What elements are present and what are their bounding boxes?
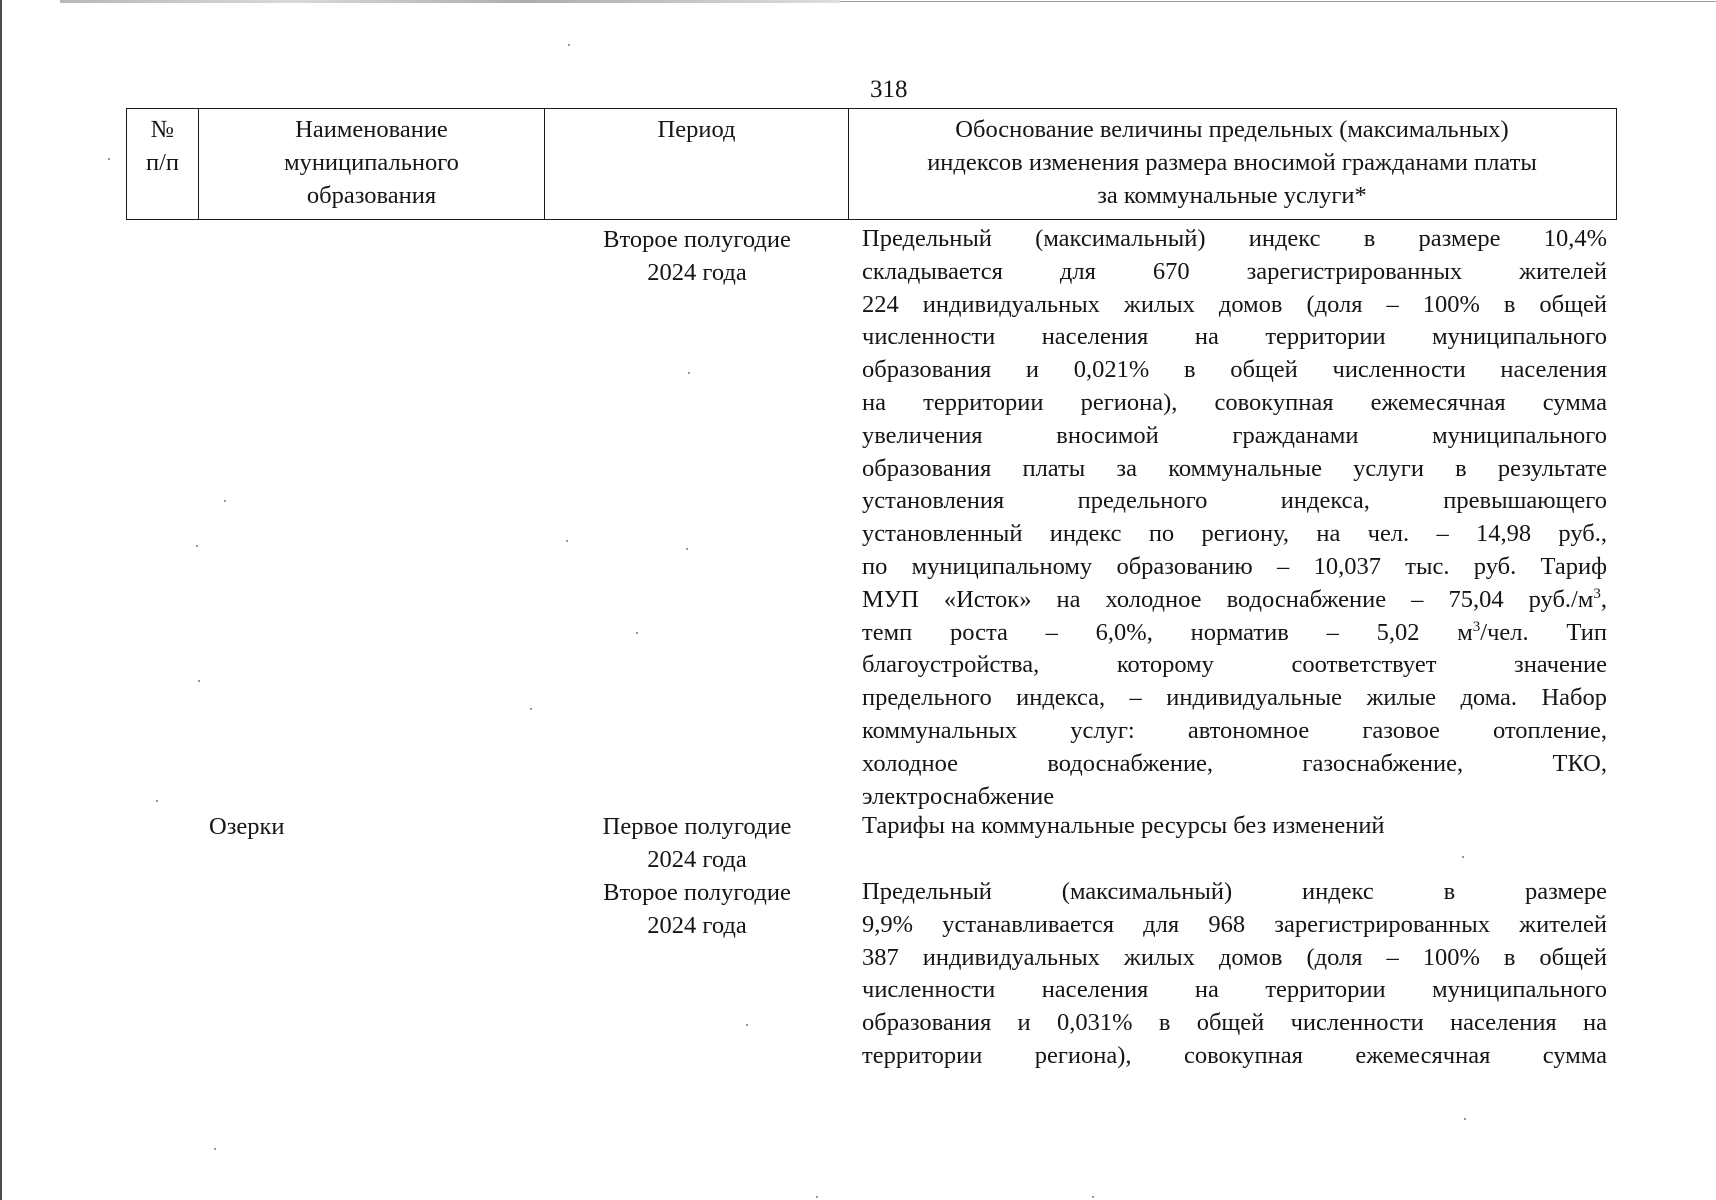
justification-line: 224 индивидуальных жилых домов (доля – 100% в общей [862,290,1607,318]
justification-line: 9,9% устанавливается для 968 зарегистрированных жителей [862,910,1607,938]
justification-line: Предельный (максимальный) индекс в размере 10,4% [862,225,1607,252]
period-text: Второе полугодие [603,879,791,906]
justification-line: численности населения на территории муниципального [862,976,1607,1004]
municipality-name: Озерки [209,813,285,840]
scan-edge [840,1,1716,2]
scan-speck [196,545,198,547]
scan-speck [816,1196,818,1198]
justification-line: благоустройства, которому соответствует значение [862,651,1607,679]
justification-line: холодное водоснабжение, газоснабжение, ТКО, [862,749,1607,777]
justification-line [862,617,1607,650]
scan-edge [0,0,2,1200]
scan-speck [1462,856,1464,858]
scan-speck [108,158,110,160]
scan-speck [156,800,158,802]
header-col-municipality [199,109,545,219]
header-text: Период [657,116,736,143]
period-text: 2024 года [647,846,747,873]
justification-line: численности населения на территории муниципального [862,323,1607,351]
justification-line: образования и 0,021% в общей численности населения [862,356,1607,384]
justification-line: Тарифы на коммунальные ресурсы без изменений [862,812,1385,839]
header-text: п/п [145,149,180,176]
justification-line: предельного индекса, – индивидуальные жилые дома. Набор [862,684,1607,712]
justification-line: складывается для 670 зарегистрированных жителей [862,257,1607,285]
scan-speck [1092,1196,1094,1198]
period-cell [554,810,840,876]
scan-speck [636,632,638,634]
justification-line: установления предельного индекса, превышающего [862,487,1607,515]
scan-speck [568,44,570,46]
justification-cell [862,223,1607,813]
header-text: муниципального [284,149,459,176]
justification-line [862,584,1607,617]
period-text: Второе полугодие [603,226,791,253]
scan-speck [686,548,688,550]
scan-speck [688,372,690,374]
period-cell [554,876,840,942]
justification-text: , [1600,585,1607,613]
scan-speck [1464,1118,1466,1120]
justification-cell [862,876,1607,1073]
period-text: 2024 года [647,259,747,286]
scan-speck [566,540,568,542]
header-text: Обоснование величины предельных (максимальных) [955,116,1509,143]
header-text: образования [306,182,437,209]
header-col-period [545,109,849,219]
header-text: Наименование [295,116,448,143]
header-text: № [150,116,175,143]
scan-speck [746,1024,748,1026]
justification-line: образования платы за коммунальные услуги в результате [862,454,1607,482]
justification-line: увеличения вносимой гражданами муниципального [862,421,1607,449]
scan-speck [224,500,226,502]
justification-line: территории региона), совокупная ежемесячная сумма [862,1041,1607,1069]
scan-speck [214,1148,216,1150]
justification-text: МУП «Исток» на холодное водоснабжение – 75,04 руб./м [862,585,1594,613]
scan-speck [198,680,200,682]
justification-line: 387 индивидуальных жилых домов (доля – 100% в общей [862,943,1607,971]
superscript: 3 [1472,618,1481,635]
table-header [126,108,1617,220]
justification-line: коммунальных услуг: автономное газовое отопление, [862,716,1607,744]
scan-edge [60,0,840,3]
header-col-justification [849,109,1615,219]
period-text: 2024 года [647,912,747,939]
scan-speck [530,708,532,710]
justification-cell [862,810,1607,843]
justification-line: образования и 0,031% в общей численности населения на [862,1009,1607,1037]
period-text: Первое полугодие [602,813,792,840]
justification-line: Предельный (максимальный) индекс в размере [862,878,1607,905]
header-col-number [127,109,199,219]
justification-text: темп роста – 6,0%, норматив – 5,02 м [862,618,1473,646]
justification-line: на территории региона), совокупная ежемесячная сумма [862,388,1607,416]
header-text: индексов изменения размера вносимой гражданами платы [927,149,1537,176]
justification-line: установленный индекс по региону, на чел. – 14,98 руб., [862,520,1607,548]
justification-line: по муниципальному образованию – 10,037 тыс. руб. Тариф [862,552,1607,580]
justification-text: /чел. Тип [1480,618,1607,646]
superscript: 3 [1593,585,1601,602]
page-number: 318 [870,76,908,103]
header-text: за коммунальные услуги* [1097,182,1367,209]
justification-line: электроснабжение [862,782,1055,810]
period-cell [554,223,840,289]
